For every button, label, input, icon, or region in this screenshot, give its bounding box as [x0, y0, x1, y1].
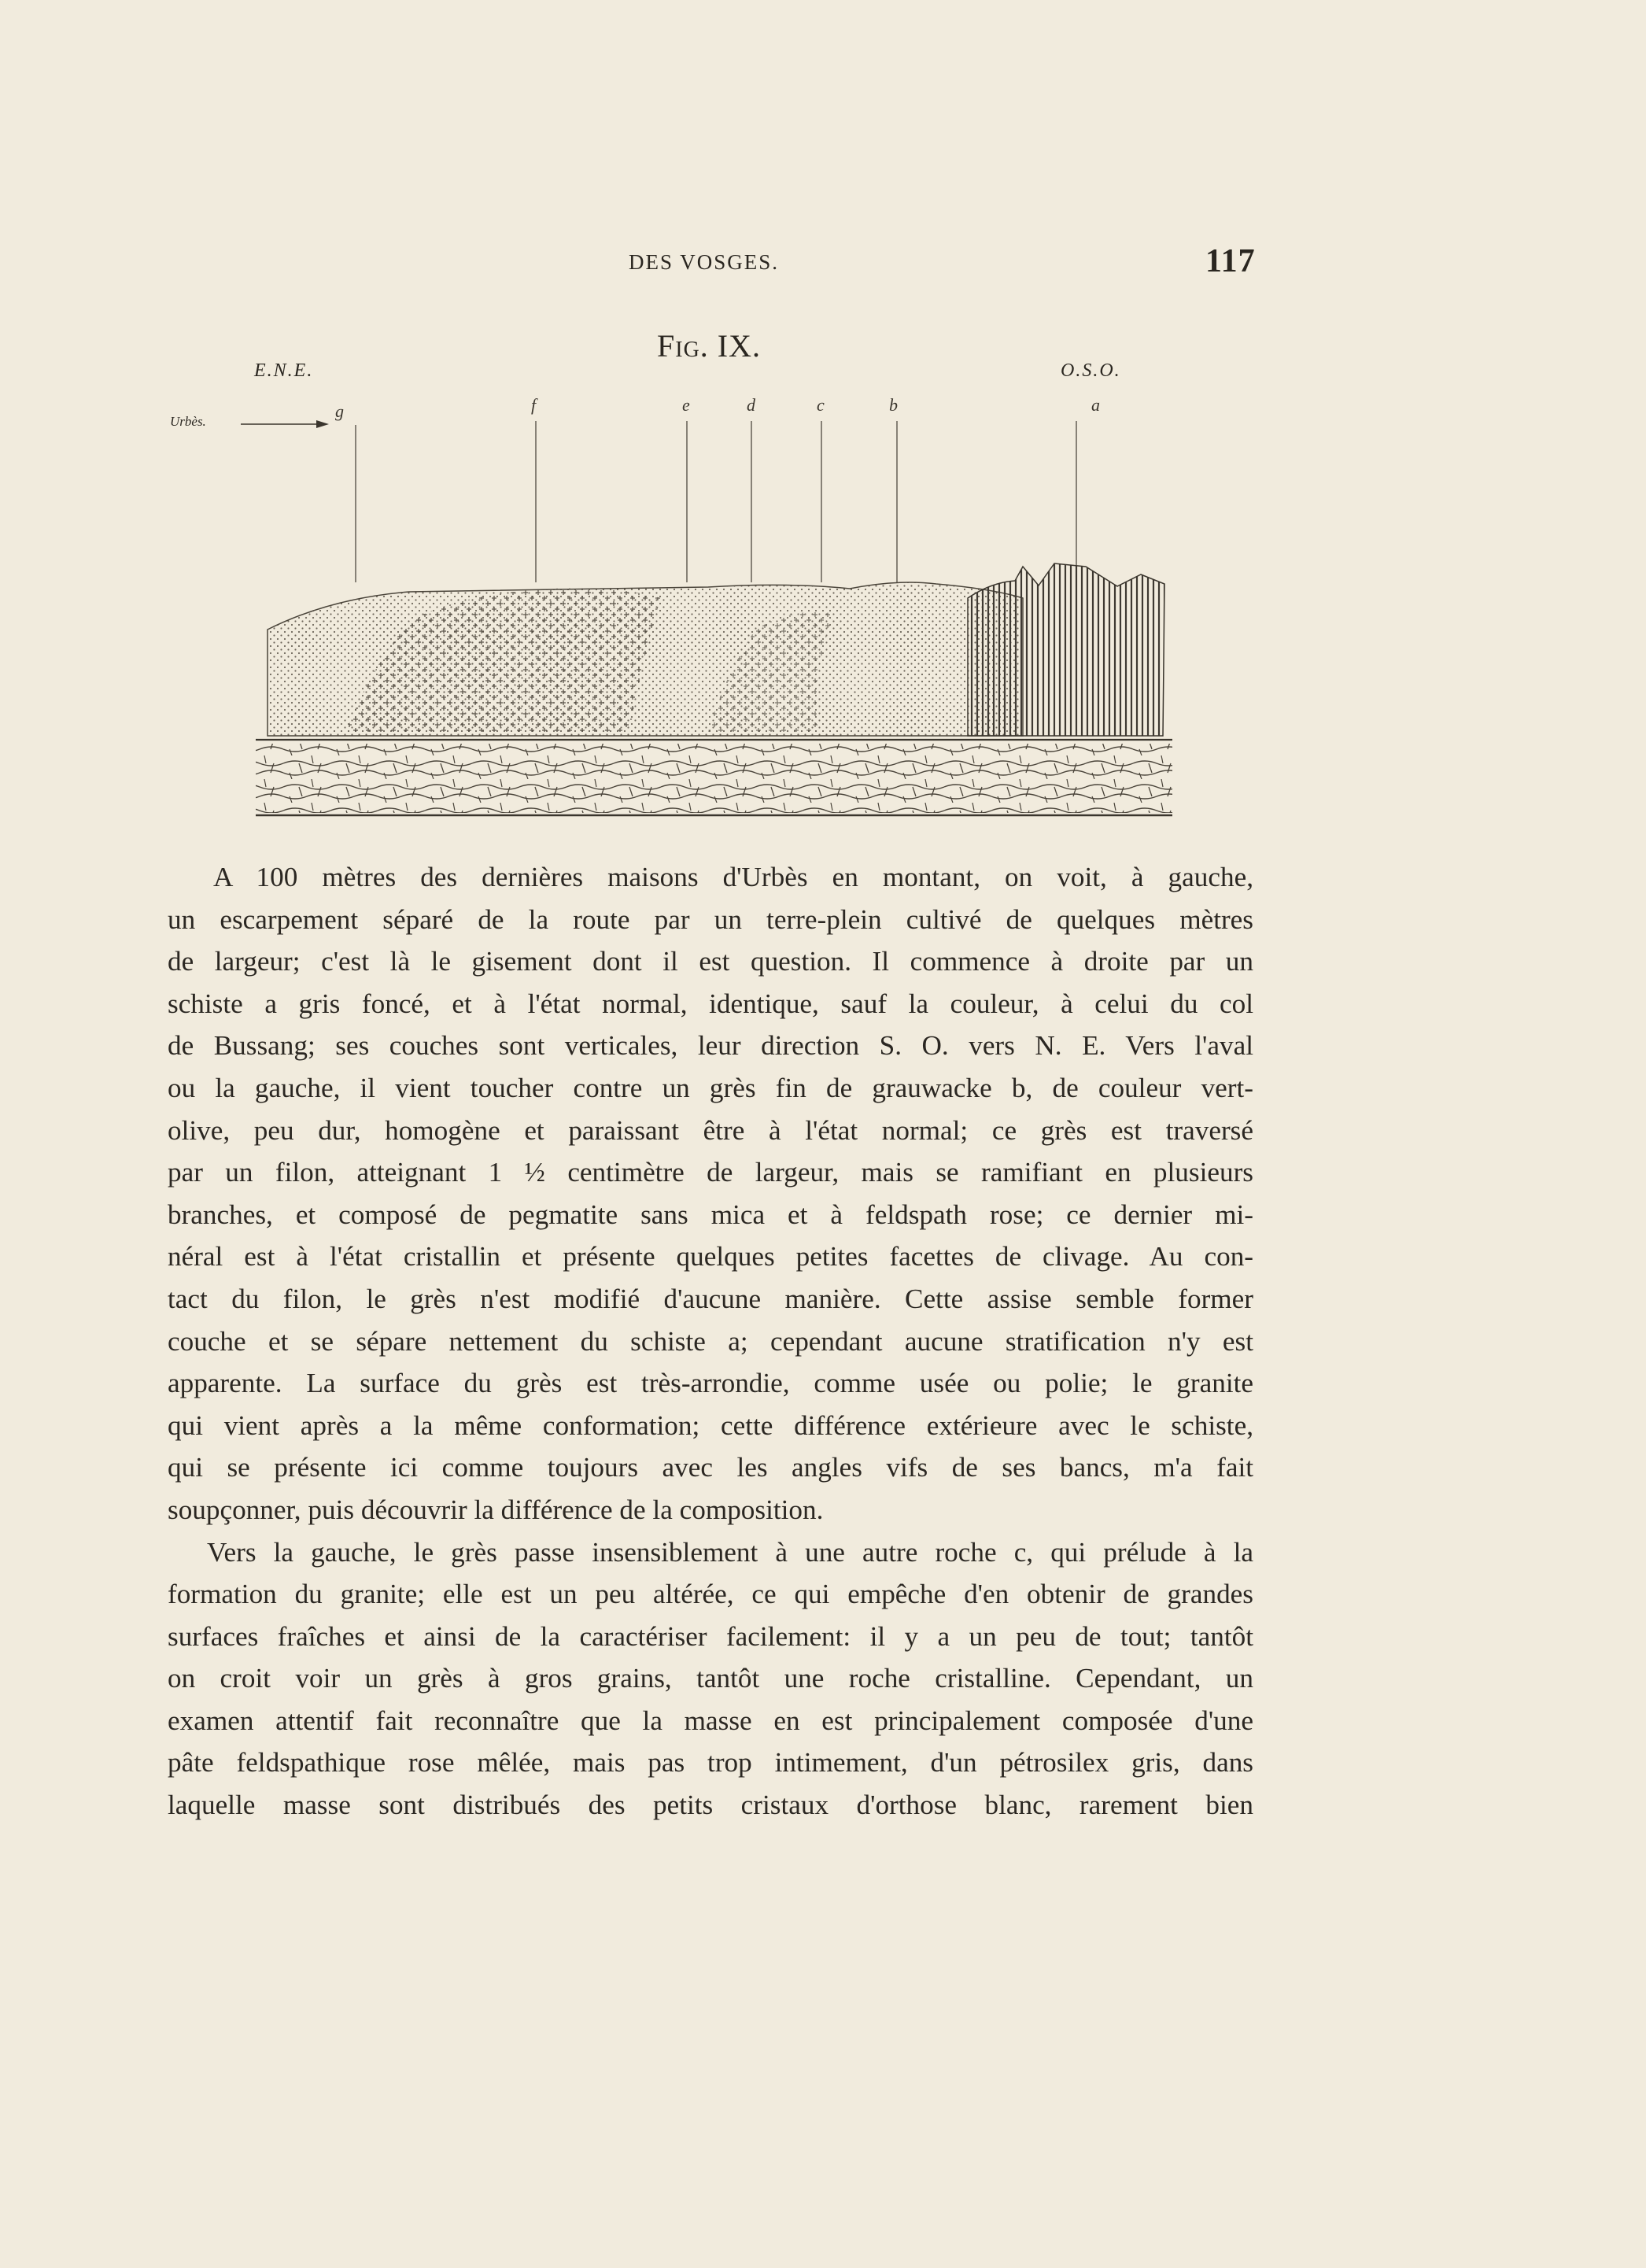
text-line: olive, peu dur, homogène et paraissant être à l'état normal; ce grès est traversé [168, 1114, 1253, 1146]
text-line: par un filon, atteignant 1 ½ centimètre de largeur, mais se ramifiant en plusieurs [168, 1157, 1253, 1188]
place-label: Urbès. [170, 414, 206, 429]
running-title: DES VOSGES. [629, 250, 780, 274]
text-line: pâte feldspathique rose mêlée, mais pas trop intimement, d'un pétrosilex gris, dans [168, 1747, 1253, 1779]
text-line: soupçonner, puis découvrir la différence de la composition. [168, 1494, 824, 1525]
schist-layer [968, 563, 1164, 736]
arrow-head [316, 420, 329, 428]
text-line: qui se présente ici comme toujours avec les angles vifs de ses bancs, m'a fait [168, 1452, 1253, 1483]
figure-letter-f: f [531, 395, 537, 415]
page-number: 117 [1205, 243, 1256, 279]
body-text [168, 856, 1253, 1827]
text-line: branches, et composé de pegmatite sans mica et à feldspath rose; ce dernier mi- [168, 1199, 1253, 1230]
direction-label-left: E.N.E. [254, 360, 314, 381]
text-line: un escarpement séparé de la route par un terre-plein cultivé de quelques mètres [168, 903, 1253, 935]
figure-caption: Fig. IX. [657, 328, 761, 364]
text-line: de largeur; c'est là le gisement dont il est question. Il commence à droite par un [168, 946, 1253, 977]
text-line: schiste a gris foncé, et à l'état normal, identique, sauf la couleur, à celui du col [168, 988, 1253, 1019]
foundation-rock [256, 744, 1172, 813]
text-line: on croit voir un grès à gros grains, tantôt une roche cristalline. Cependant, un [168, 1663, 1253, 1694]
direction-label-right: O.S.O. [1061, 360, 1121, 381]
text-line: surfaces fraîches et ainsi de la caractériser facilement: il y a un peu de tout; tantôt [168, 1620, 1253, 1652]
text-line: couche et se sépare nettement du schiste a; cependant aucune stratification n'y est [168, 1325, 1253, 1357]
text-line: de Bussang; ses couches sont verticales, leur direction S. O. vers N. E. Vers l'aval [168, 1030, 1253, 1062]
text-line: qui vient après a la même conformation; cette différence extérieure avec le schiste, [168, 1409, 1253, 1441]
figure-letter-d: d [747, 395, 755, 415]
figure-letter-b: b [889, 395, 898, 415]
figure-letter-g: g [335, 401, 344, 421]
text-line: ou la gauche, il vient toucher contre un grès fin de grauwacke b, de couleur vert- [168, 1072, 1253, 1103]
figure-letter-c: c [817, 395, 825, 415]
text-line: formation du granite; elle est un peu altérée, ce qui empêche d'en obtenir de grandes [168, 1579, 1253, 1610]
geological-section-figure [0, 0, 1646, 850]
text-line: néral est à l'état cristallin et présente quelques petites facettes de clivage. Au con- [168, 1241, 1253, 1273]
text-line: tact du filon, le grès n'est modifié d'aucune manière. Cette assise semble former [168, 1283, 1253, 1314]
text-line: A 100 mètres des dernières maisons d'Urbès en montant, on voit, à gauche, [213, 862, 1253, 892]
figure-letter-e: e [682, 395, 690, 415]
text-line: laquelle masse sont distribués des petits cristaux d'orthose blanc, rarement bien [168, 1790, 1253, 1821]
text-line: examen attentif fait reconnaître que la masse en est principalement composée d'une [168, 1705, 1253, 1736]
text-line: apparente. La surface du grès est très-arrondie, comme usée ou polie; le granite [168, 1368, 1253, 1399]
text-line: Vers la gauche, le grès passe insensiblement à une autre roche c, qui prélude à la [207, 1536, 1253, 1568]
figure-letter-a: a [1091, 395, 1100, 415]
